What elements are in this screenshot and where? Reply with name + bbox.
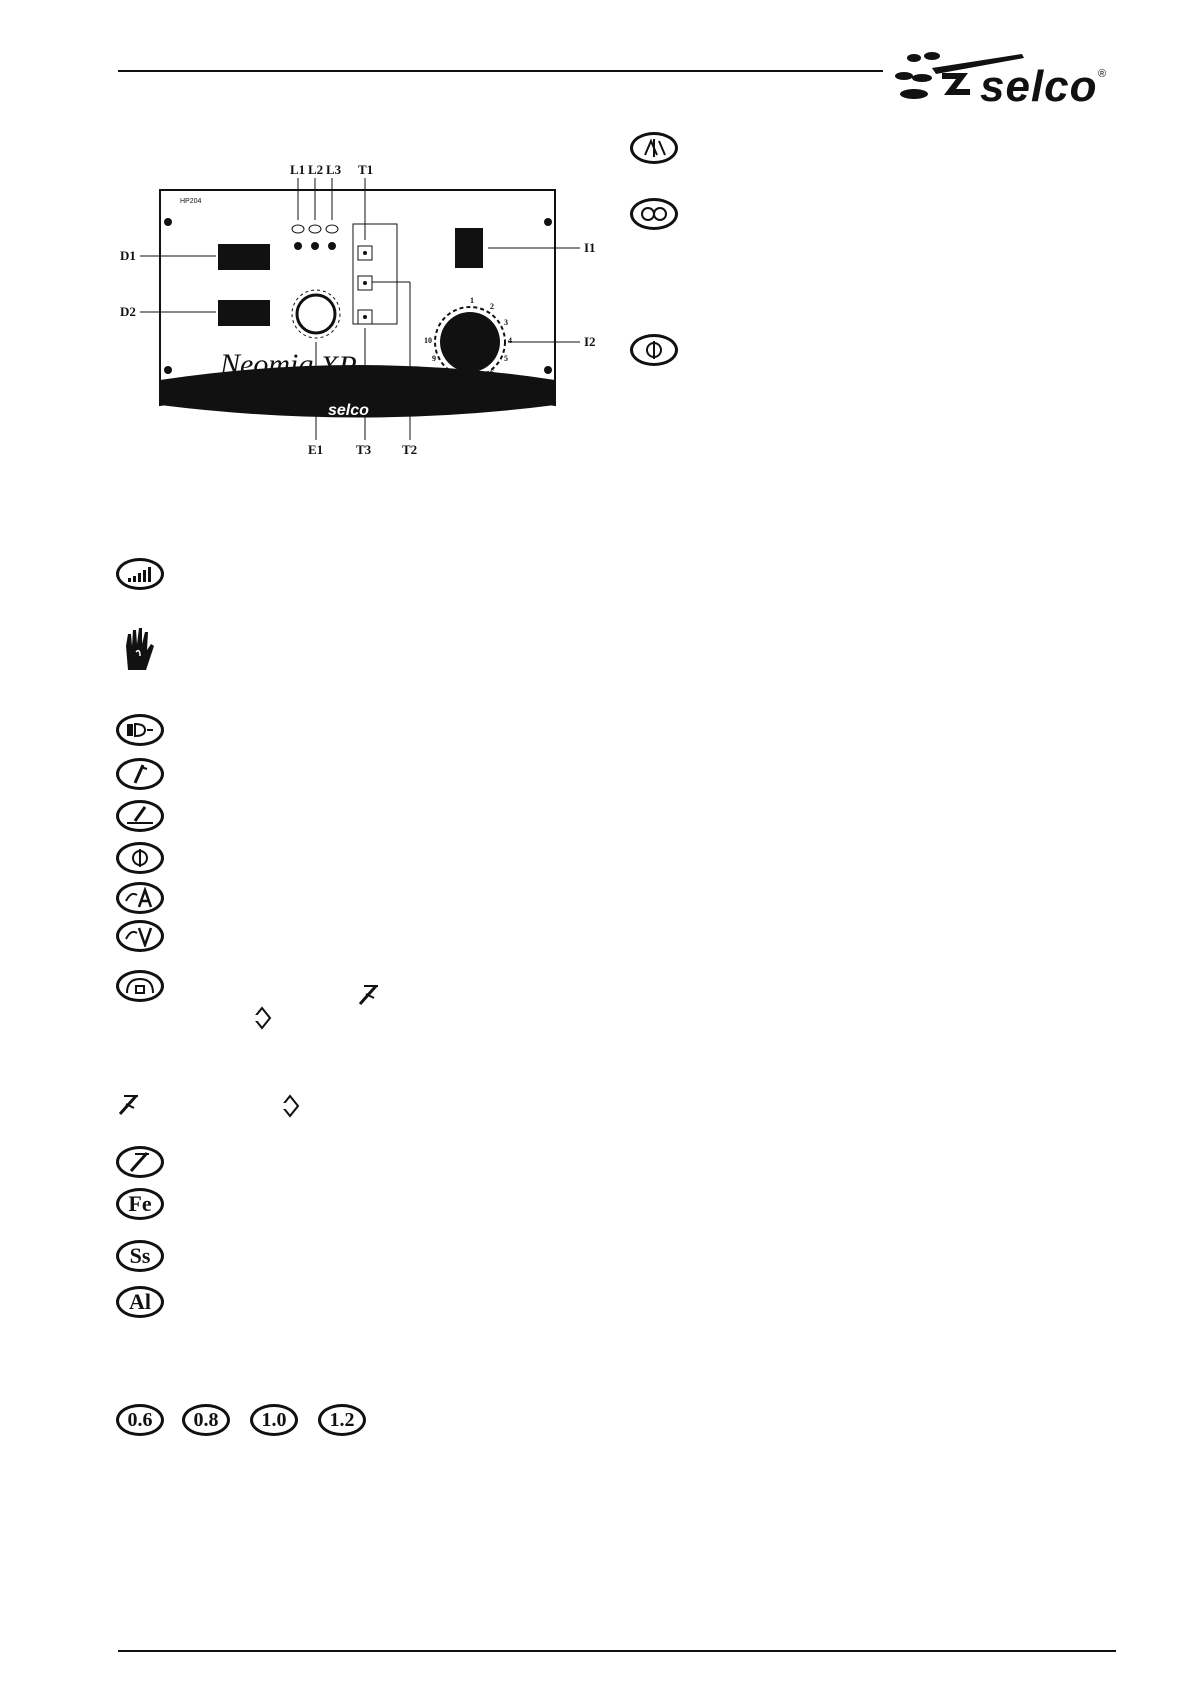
dial-number-2: 2 xyxy=(490,302,494,311)
manual-mode-icon xyxy=(356,982,382,1008)
dial-number-3: 3 xyxy=(504,318,508,327)
dial-number-10: 10 xyxy=(424,336,432,345)
selco-logo xyxy=(892,48,1112,111)
control-panel-diagram xyxy=(110,160,610,460)
callout-t2: T2 xyxy=(402,442,418,457)
callout-l3: L3 xyxy=(326,162,342,177)
material-fe-badge xyxy=(116,1188,164,1220)
hand-stop-icon xyxy=(120,624,158,676)
dial-number-7: 7 xyxy=(468,374,472,383)
callout-l2: L2 xyxy=(308,162,324,177)
callout-i1: I1 xyxy=(584,240,596,255)
manual-mode-icon xyxy=(116,1146,164,1178)
wire-diameter-1-2 xyxy=(318,1404,366,1436)
panel-brand-script: Neomig xyxy=(220,348,314,381)
callout-i2: I2 xyxy=(584,334,596,349)
toggle-switch-icon xyxy=(630,132,678,164)
diamond-selector-icon xyxy=(252,1006,272,1030)
header-rule xyxy=(118,70,883,72)
dial-number-6: 6 xyxy=(490,368,494,377)
callout-d1: D1 xyxy=(120,248,136,263)
wire-diameter-0-6-label: 0.6 xyxy=(127,1408,153,1431)
material-ss-label: Ss xyxy=(129,1243,151,1268)
dial-number-4: 4 xyxy=(508,336,512,345)
dial-number-9: 9 xyxy=(432,354,436,363)
manual-mode-icon xyxy=(116,1092,142,1118)
registered-mark: ® xyxy=(1098,68,1107,80)
wire-diameter-0-8-label: 0.8 xyxy=(193,1408,219,1431)
voltmeter-icon xyxy=(116,920,164,952)
thermal-protection-icon xyxy=(116,842,164,874)
wire-speed-icon xyxy=(116,758,164,790)
callout-t1: T1 xyxy=(358,162,374,177)
logo-wordmark: selco xyxy=(980,62,1098,111)
material-al-label: Al xyxy=(129,1289,151,1314)
panel-band-logo: selco xyxy=(328,402,369,419)
wire-diameter-1-0-label: 1.0 xyxy=(261,1408,287,1431)
wire-feed-motor-icon xyxy=(630,198,678,230)
dial-number-5: 5 xyxy=(504,354,508,363)
power-level-bars-icon xyxy=(116,558,164,590)
ammeter-icon xyxy=(116,882,164,914)
wire-diameter-1-2-label: 1.2 xyxy=(329,1408,355,1431)
wire-diameter-1-0 xyxy=(250,1404,298,1436)
torch-mode-icon xyxy=(116,714,164,746)
wire-diameter-0-6 xyxy=(116,1404,164,1436)
callout-l1: L1 xyxy=(290,162,306,177)
footer-rule xyxy=(118,1650,1116,1652)
material-al-badge xyxy=(116,1286,164,1318)
material-fe-label: Fe xyxy=(128,1191,152,1216)
panel-model-code: HP204 xyxy=(180,198,202,205)
thermal-protection-icon xyxy=(630,334,678,366)
dial-number-8: 8 xyxy=(446,368,450,377)
panel-brand-suffix: XP xyxy=(320,350,357,383)
arc-inductance-icon xyxy=(116,800,164,832)
callout-e1: E1 xyxy=(308,442,324,457)
wire-diameter-0-8 xyxy=(182,1404,230,1436)
callout-d2: D2 xyxy=(120,304,136,319)
callout-t3: T3 xyxy=(356,442,372,457)
dial-number-1: 1 xyxy=(470,296,474,305)
diamond-selector-icon xyxy=(280,1094,300,1118)
synergic-icon xyxy=(116,970,164,1002)
material-ss-badge xyxy=(116,1240,164,1272)
